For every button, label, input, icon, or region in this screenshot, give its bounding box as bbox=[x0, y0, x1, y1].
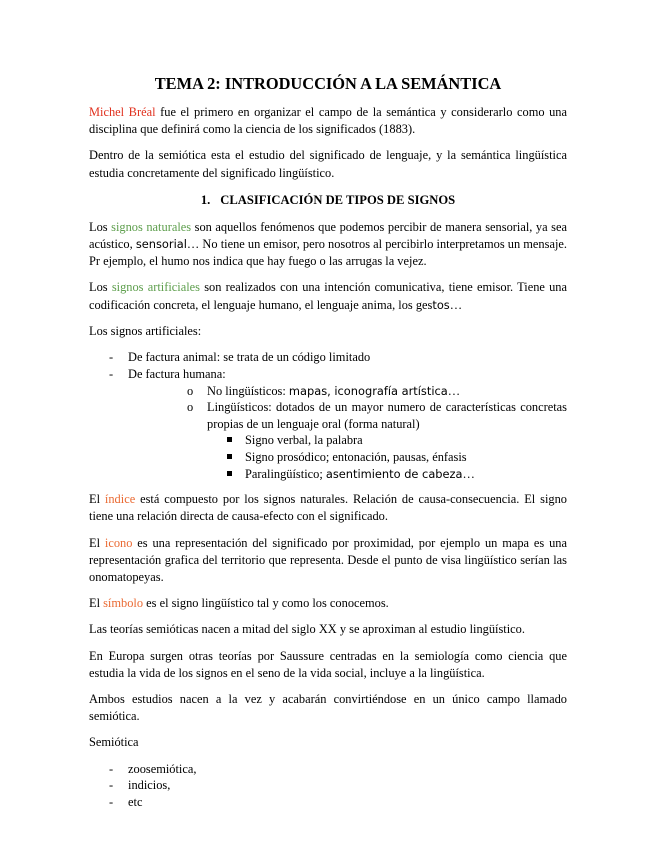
paragraph-europa: En Europa surgen otras teorías por Saussure centradas en la semiología como ciencia que estudia la vida de los signos en el seno de la vida social, incluye a la lingüística. bbox=[89, 648, 567, 680]
sub-list-item: o Lingüísticos: dotados de un mayor numero de características concretas propias de un lenguaje oral (forma natural) Signo verbal, la palabra Signo prosódico; entonación, pausas, énfasis Paralingüístico; asentimiento de cabeza… bbox=[128, 399, 567, 482]
paragraph-semiotica-label: Semiótica bbox=[89, 735, 139, 750]
sub-sub-list-item: Paralingüístico; asentimiento de cabeza… bbox=[128, 466, 567, 483]
signs-list bbox=[89, 349, 567, 482]
list-item: - indicios, bbox=[89, 777, 567, 794]
semiotica-list bbox=[89, 761, 567, 811]
paragraph-teorias: Las teorías semióticas nacen a mitad del siglo XX y se aproximan al estudio lingüístico. bbox=[89, 622, 525, 637]
paragraph-signos-artificiales: Los signos artificiales son realizados con una intención comunicativa, tiene emisor. Tiene una codificación concreta, el lenguaje humano, el lenguaje anima, los gestos… bbox=[89, 280, 568, 312]
term-indice: índice bbox=[104, 492, 136, 507]
sub-sub-list-item: Signo verbal, la palabra bbox=[128, 432, 567, 449]
sub-sub-list bbox=[207, 432, 567, 482]
paragraph-simbolo: El símbolo es el signo lingüístico tal y como los conocemos. bbox=[89, 596, 389, 611]
term-icono: icono bbox=[104, 535, 133, 550]
handwritten-note: tos bbox=[432, 297, 450, 312]
sub-list-item: o No lingüísticos: mapas, iconografía artística… bbox=[187, 383, 461, 398]
handwritten-note: mapas, iconografía artística bbox=[288, 383, 448, 398]
list-item: - De factura animal: se trata de un código limitado bbox=[89, 349, 567, 366]
list-item: - etc bbox=[89, 794, 567, 811]
paragraph-icono: El icono es una representación del significado por proximidad, por ejemplo un mapa es una representación grafica del territorio que representa. Desde el punto de visa lingüístico serían las onomatopeyas. bbox=[89, 535, 567, 584]
term-signos-artificiales: signos artificiales bbox=[111, 280, 200, 295]
handwritten-note: asentimiento de cabeza bbox=[325, 466, 463, 481]
paragraph-ambos: Ambos estudios nacen a la vez y acabarán convirtiéndose en un único campo llamado semiótica. bbox=[89, 692, 567, 724]
paragraph-breal: Michel Bréal fue el primero en organizar el campo de la semántica y considerarlo como una disciplina que definirá como la ciencia de los significados (1883). bbox=[89, 105, 568, 137]
sub-list bbox=[128, 383, 567, 483]
paragraph-semiotica: Dentro de la semiótica esta el estudio del significado de lenguaje, y la semántica lingüística estudia concretamente del significado lingüístico. bbox=[89, 148, 567, 180]
term-signos-naturales: signos naturales bbox=[111, 219, 192, 234]
paragraph-indice: El índice está compuesto por los signos naturales. Relación de causa-consecuencia. El signo tiene una relación directa de causa-efecto con el significado. bbox=[89, 492, 567, 524]
document-page bbox=[89, 74, 567, 820]
paragraph-list-intro: Los signos artificiales: bbox=[89, 323, 202, 338]
paragraph-signos-naturales: Los signos naturales son aquellos fenómenos que podemos percibir de manera sensorial, ya sea acústico, sensorial… No tiene un emisor, pero nosotros al percibirlo interpretamos un mensaje. Pr ejemplo, el humo nos indica que hay fuego o las arrugas la vejez. bbox=[89, 219, 567, 269]
list-item: - zoosemiótica, bbox=[89, 761, 567, 778]
sub-sub-list-item: Signo prosódico; entonación, pausas, énfasis bbox=[128, 449, 567, 466]
highlight-name: Michel Bréal bbox=[89, 105, 156, 119]
term-simbolo: símbolo bbox=[103, 596, 144, 611]
list-item: - De factura humana: o No lingüísticos: mapas, iconografía artística… o Lingüísticos: dotados de un mayor numero de características concretas propias de un lenguaje oral (forma natural) Signo verbal, la palabra Signo prosódico; entonación, pausas, énfasis Paralingüístico; asentimiento de cabeza… bbox=[89, 366, 567, 482]
section-heading: 1. CLASIFICACIÓN DE TIPOS DE SIGNOS bbox=[200, 192, 456, 207]
handwritten-note: sensorial bbox=[135, 237, 187, 252]
page-title: TEMA 2: INTRODUCCIÓN A LA SEMÁNTICA bbox=[154, 74, 502, 93]
